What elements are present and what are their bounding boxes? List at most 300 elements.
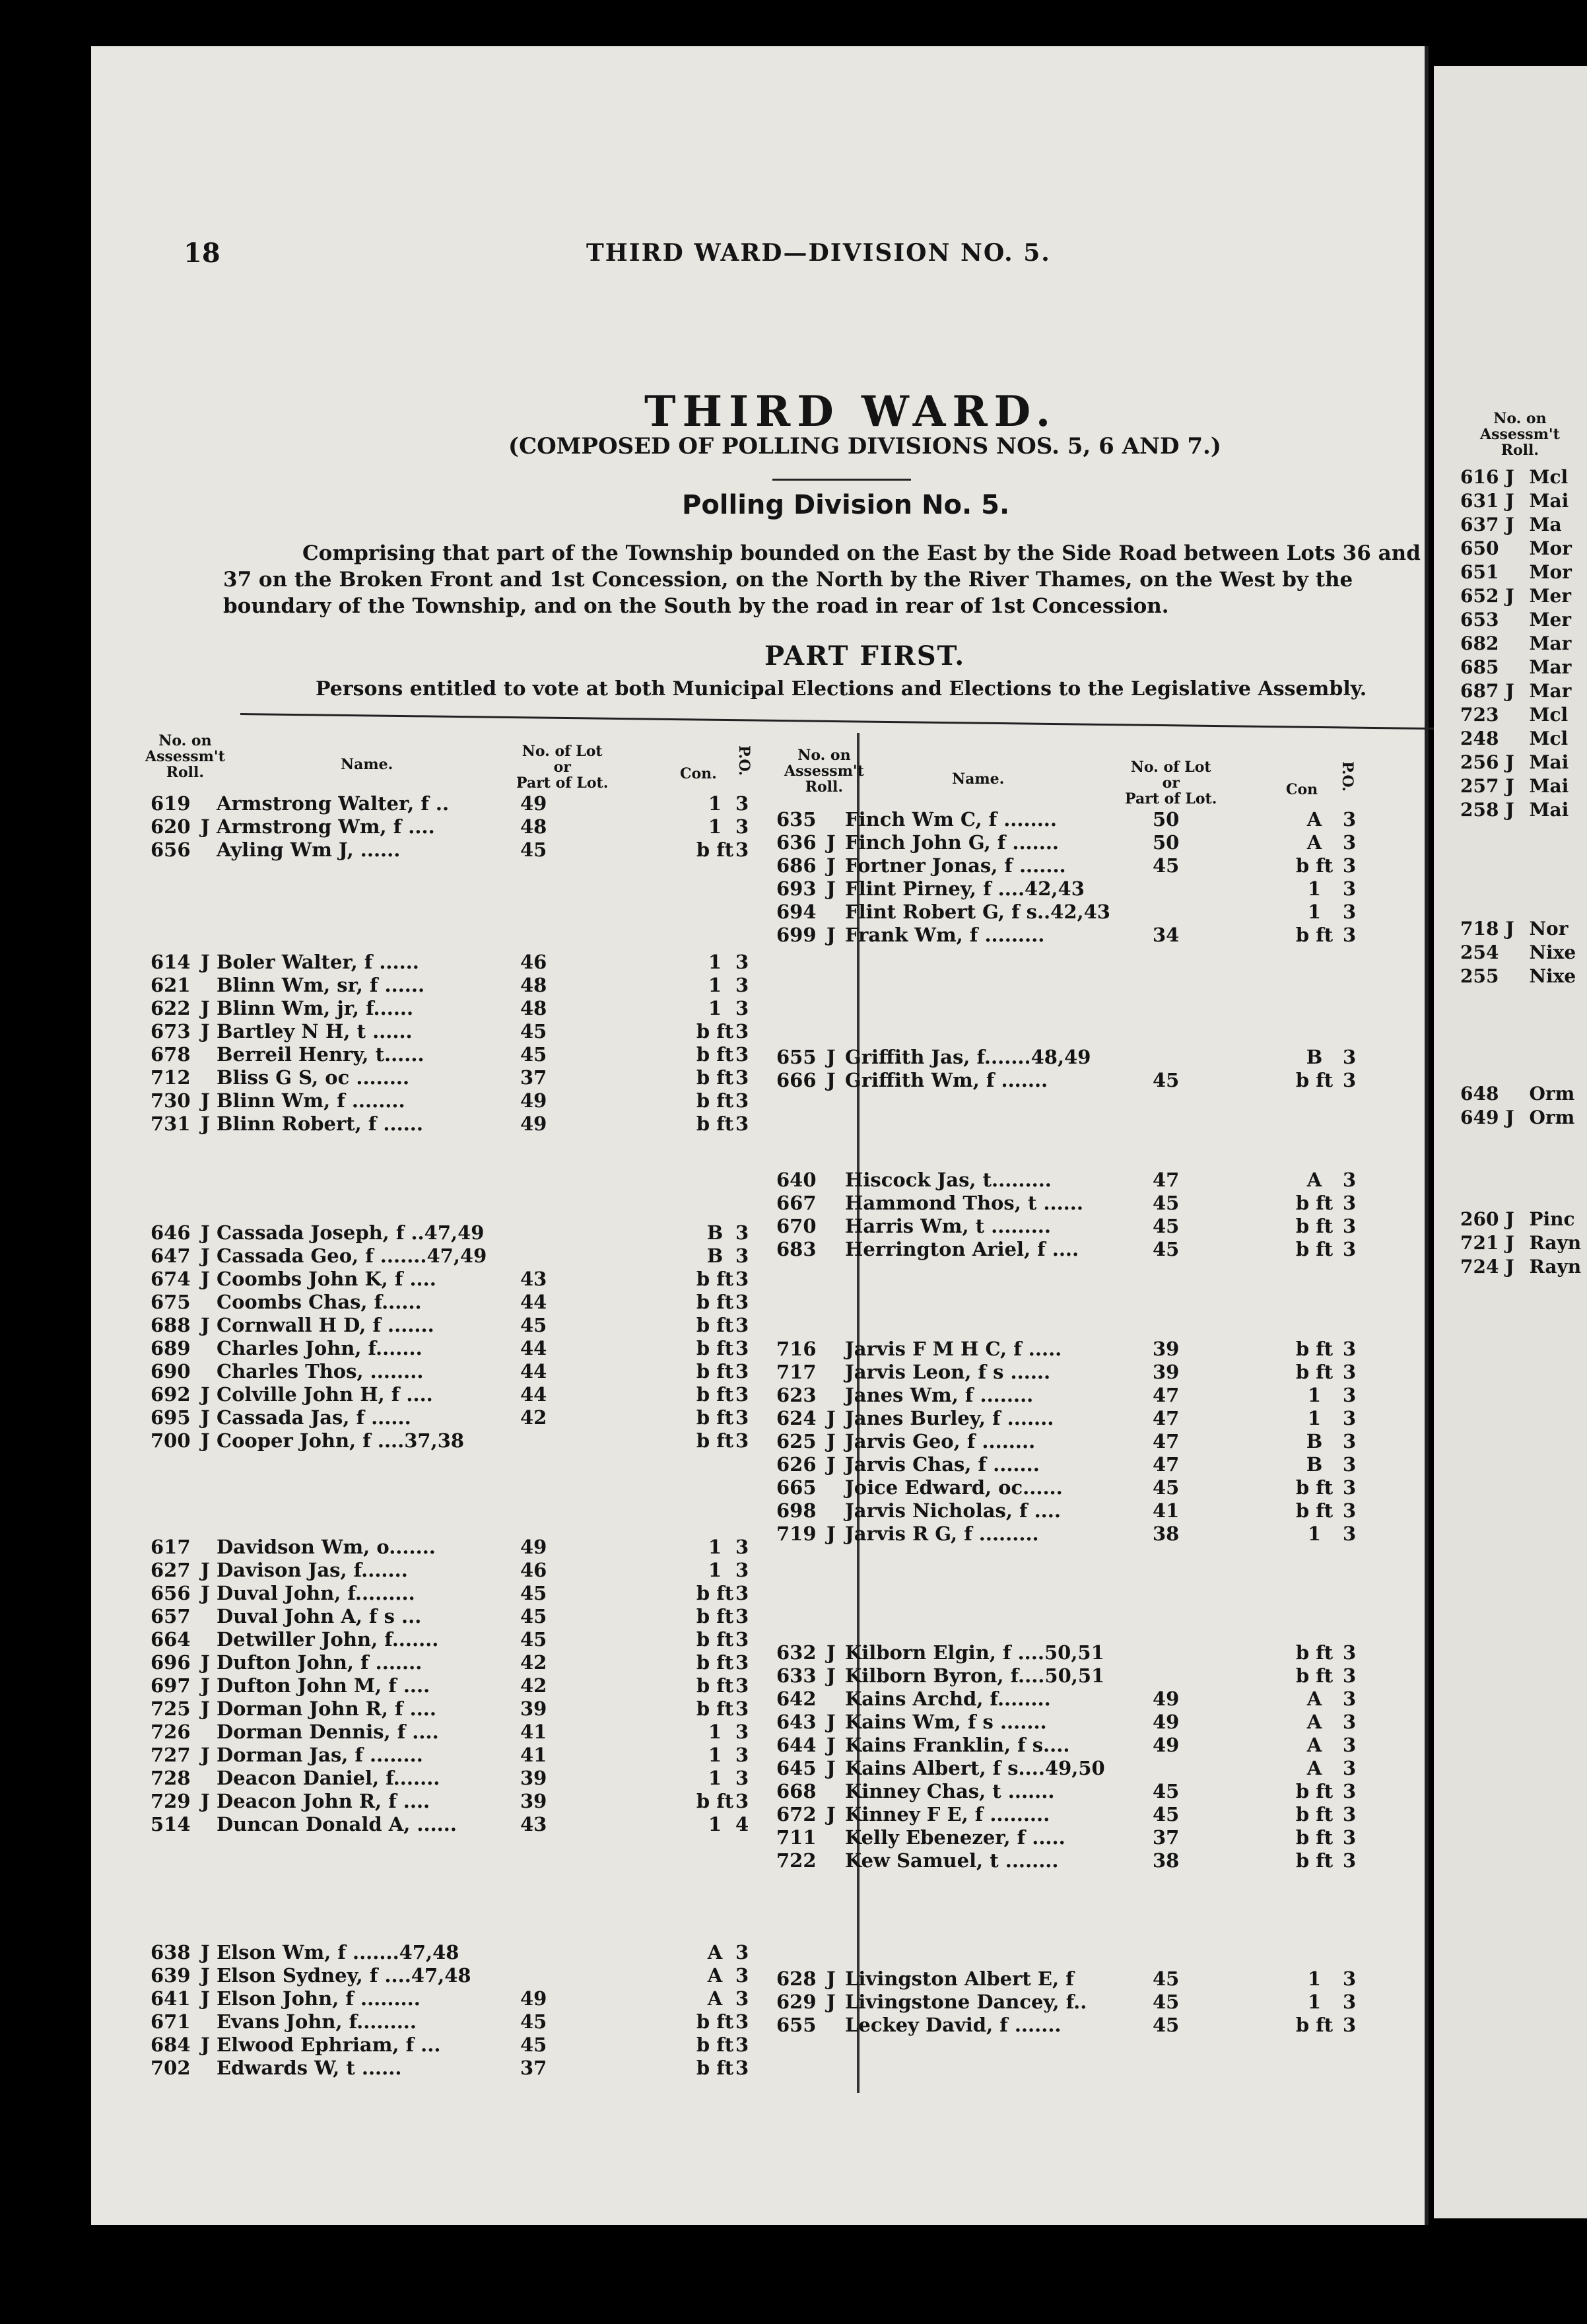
- roll-header-right: [784, 747, 864, 795]
- post-office: 3: [735, 1291, 749, 1313]
- voter-name: Bliss G S, oc ........: [217, 1066, 410, 1089]
- post-office: 3: [735, 1674, 749, 1697]
- concession: B: [1306, 1453, 1323, 1476]
- roll-number: 644: [776, 1734, 817, 1756]
- voter-row: [776, 854, 1370, 877]
- roll-number: 721: [1460, 1232, 1499, 1254]
- voter-name: Janes Burley, f .......: [845, 1407, 1054, 1429]
- voter-name: Rayn: [1529, 1232, 1582, 1254]
- header-line: Roll.: [1501, 442, 1539, 459]
- post-office: 3: [1343, 1803, 1357, 1826]
- title-rule: [772, 479, 911, 481]
- post-office: 3: [1343, 1453, 1357, 1476]
- roll-number: 640: [776, 1169, 817, 1191]
- adjacent-row: [1460, 1232, 1581, 1254]
- juror-mark: J: [201, 1020, 210, 1042]
- lot-number: 45: [1153, 1476, 1180, 1499]
- voter-row: [776, 1641, 1370, 1664]
- lot-number: 49: [520, 1987, 547, 2010]
- lot-number: 45: [520, 2034, 547, 2056]
- voter-row: [151, 1112, 749, 1135]
- voter-row: [151, 1605, 749, 1627]
- voter-row: [776, 1499, 1370, 1522]
- concession: A: [707, 1987, 723, 2010]
- juror-mark: J: [827, 1711, 836, 1733]
- voter-row: [776, 1780, 1370, 1802]
- concession: 1: [708, 1767, 722, 1789]
- roll-number: 656: [151, 838, 191, 861]
- voter-name: Charles John, f.......: [217, 1337, 422, 1359]
- voter-row: [151, 1813, 749, 1835]
- juror-mark: J: [1505, 466, 1514, 488]
- concession: 1: [1307, 1991, 1322, 2013]
- name-header-right: Name.: [952, 770, 1005, 788]
- voter-row: [776, 901, 1370, 923]
- concession: b ft: [1295, 1476, 1334, 1499]
- voter-name: Livingstone Dancey, f..: [845, 1991, 1087, 2013]
- juror-mark: J: [201, 1941, 210, 1964]
- lot-number: 46: [520, 951, 547, 973]
- adjacent-row: [1460, 1107, 1574, 1128]
- post-office: 3: [735, 1406, 749, 1429]
- voter-name: Mar: [1529, 632, 1572, 654]
- juror-mark: J: [201, 1314, 210, 1336]
- roll-number: 627: [151, 1559, 191, 1581]
- concession: 1: [708, 997, 722, 1019]
- roll-number: 690: [151, 1360, 191, 1383]
- post-office: 3: [735, 1651, 749, 1674]
- lot-number: 39: [520, 1697, 547, 1720]
- lot-number: 45: [1153, 1803, 1180, 1826]
- post-office: 3: [1343, 2014, 1357, 2036]
- concession: 1: [1307, 1384, 1322, 1406]
- roll-number: 637: [1460, 514, 1499, 535]
- post-office: 3: [735, 792, 749, 815]
- concession: 1: [1307, 877, 1322, 900]
- roll-number: 625: [776, 1430, 817, 1452]
- concession: A: [1306, 1734, 1322, 1756]
- roll-number: 624: [776, 1407, 817, 1429]
- concession: 1: [708, 951, 722, 973]
- adjacent-row: [1460, 490, 1569, 512]
- voter-name: Griffith Jas, f.......48,49: [845, 1046, 1091, 1068]
- juror-mark: J: [1505, 490, 1514, 512]
- post-office: 3: [735, 1964, 749, 1987]
- voter-name: Jarvis Geo, f ........: [845, 1430, 1036, 1452]
- voter-name: Mer: [1529, 609, 1572, 631]
- juror-mark: J: [827, 854, 836, 877]
- juror-mark: J: [827, 1046, 836, 1068]
- concession: b ft: [696, 1043, 734, 1066]
- header-line: Assessm't: [1480, 426, 1560, 443]
- voter-row: [776, 1991, 1370, 2013]
- voter-name: Mai: [1529, 490, 1569, 512]
- voter-name: Flint Robert G, f s..42,43: [845, 901, 1110, 923]
- voter-name: Coombs Chas, f......: [217, 1291, 422, 1313]
- roll-number: 687: [1460, 680, 1499, 702]
- juror-mark: J: [201, 1559, 210, 1581]
- voter-name: Kew Samuel, t ........: [845, 1849, 1059, 1872]
- voter-name: Kains Franklin, f s....: [845, 1734, 1070, 1756]
- voter-row: [151, 1721, 749, 1743]
- post-office: 3: [735, 1360, 749, 1383]
- voter-name: Mcl: [1529, 728, 1569, 749]
- roll-number: 655: [776, 2014, 817, 2036]
- post-office: 3: [735, 1221, 749, 1244]
- concession: b ft: [696, 1674, 734, 1697]
- con-header-right: Con: [1286, 781, 1318, 798]
- lot-number: 49: [520, 1089, 547, 1112]
- juror-mark: J: [827, 1991, 836, 2013]
- voter-name: Dufton John, f .......: [217, 1651, 422, 1674]
- lot-number: 47: [1153, 1384, 1180, 1406]
- voter-name: Leckey David, f .......: [845, 2014, 1062, 2036]
- voter-name: Jarvis Chas, f .......: [845, 1453, 1040, 1476]
- voter-row: [776, 1734, 1370, 1756]
- lot-number: 45: [1153, 1192, 1180, 1214]
- voter-name: Frank Wm, f .........: [845, 924, 1045, 946]
- adjacent-row: [1460, 514, 1562, 535]
- voter-row: [776, 1069, 1370, 1091]
- lot-number: 44: [520, 1360, 547, 1383]
- roll-number: 650: [1460, 537, 1499, 559]
- post-office: 3: [1343, 1476, 1357, 1499]
- header-line: No. on: [158, 732, 212, 749]
- concession: 1: [708, 815, 722, 838]
- voter-row: [776, 1688, 1370, 1710]
- roll-number: 255: [1460, 965, 1499, 987]
- post-office: 3: [735, 1314, 749, 1336]
- voter-row: [776, 1238, 1370, 1260]
- voter-row: [151, 951, 749, 973]
- voter-name: Griffith Wm, f .......: [845, 1069, 1048, 1091]
- voter-row: [151, 792, 749, 815]
- roll-number: 614: [151, 951, 191, 973]
- juror-mark: J: [201, 1268, 210, 1290]
- roll-number: 729: [151, 1790, 191, 1812]
- roll-number: 623: [776, 1384, 817, 1406]
- roll-number: 670: [776, 1215, 817, 1237]
- voter-row: [776, 1476, 1370, 1499]
- concession: b ft: [1295, 2014, 1334, 2036]
- concession: b ft: [696, 1582, 734, 1604]
- post-office: 3: [1343, 901, 1357, 923]
- lot-number: 37: [520, 1066, 547, 1089]
- roll-number: 712: [151, 1066, 191, 1089]
- roll-number: 671: [151, 2010, 191, 2033]
- juror-mark: J: [201, 1582, 210, 1604]
- post-office: 3: [735, 1697, 749, 1720]
- concession: b ft: [696, 1268, 734, 1290]
- voter-row: [776, 1967, 1370, 1990]
- lot-number: 45: [520, 1020, 547, 1042]
- roll-number: 628: [776, 1967, 817, 1990]
- concession: b ft: [1295, 1803, 1334, 1826]
- adjacent-row: [1460, 1256, 1581, 1278]
- voter-row: [151, 838, 749, 861]
- post-office: 3: [1343, 1734, 1357, 1756]
- adjacent-row: [1460, 466, 1568, 488]
- concession: b ft: [1295, 1238, 1334, 1260]
- concession: 1: [708, 792, 722, 815]
- voter-name: Pinc: [1529, 1208, 1575, 1230]
- voter-name: Blinn Wm, sr, f ......: [217, 974, 425, 996]
- voter-name: Blinn Wm, jr, f......: [217, 997, 414, 1019]
- juror-mark: J: [1505, 1107, 1514, 1128]
- post-office: 3: [735, 1383, 749, 1406]
- juror-mark: J: [201, 1383, 210, 1406]
- voter-row: [151, 1221, 749, 1244]
- lot-number: 45: [520, 1628, 547, 1651]
- lot-number: 46: [520, 1559, 547, 1581]
- voter-name: Dufton John M, f ....: [217, 1674, 430, 1697]
- concession: b ft: [1295, 1849, 1334, 1872]
- voter-row: [776, 1430, 1370, 1452]
- concession: b ft: [1295, 1215, 1334, 1237]
- roll-number: 256: [1460, 751, 1499, 773]
- voter-name: Armstrong Walter, f ..: [217, 792, 450, 815]
- roll-number: 686: [776, 854, 817, 877]
- voter-name: Jarvis Nicholas, f ....: [845, 1499, 1061, 1522]
- lot-number: 45: [1153, 1967, 1180, 1990]
- voter-name: Mcl: [1529, 466, 1569, 488]
- adjacent-row: [1460, 585, 1571, 607]
- roll-number: 632: [776, 1641, 817, 1664]
- lot-number: 45: [520, 1043, 547, 1066]
- concession: b ft: [696, 1406, 734, 1429]
- voter-name: Detwiller John, f.......: [217, 1628, 439, 1651]
- voter-name: Kinney Chas, t .......: [845, 1780, 1055, 1802]
- juror-mark: J: [1505, 585, 1514, 607]
- lot-number: 39: [520, 1767, 547, 1789]
- voter-name: Berreil Henry, t......: [217, 1043, 424, 1066]
- juror-mark: J: [201, 1651, 210, 1674]
- roll-number: 257: [1460, 775, 1499, 797]
- concession: b ft: [1295, 1780, 1334, 1802]
- roll-number: 620: [151, 815, 191, 838]
- roll-number: 693: [776, 877, 817, 900]
- concession: b ft: [696, 1314, 734, 1336]
- roll-number: 631: [1460, 490, 1499, 512]
- voter-row: [776, 1711, 1370, 1733]
- post-office: 3: [1343, 1192, 1357, 1214]
- lot-number: 37: [520, 2057, 547, 2079]
- lot-number: 49: [520, 1536, 547, 1558]
- lot-number: 39: [1153, 1361, 1180, 1383]
- concession: 1: [1307, 901, 1322, 923]
- con-header: Con.: [680, 765, 717, 782]
- voter-row: [151, 1744, 749, 1766]
- voter-name: Duncan Donald A, ......: [217, 1813, 457, 1835]
- voter-row: [151, 1674, 749, 1697]
- voter-row: [151, 1360, 749, 1383]
- post-office: 3: [735, 997, 749, 1019]
- post-office: 3: [1343, 1169, 1357, 1191]
- concession: 1: [708, 1536, 722, 1558]
- post-office: 3: [735, 1536, 749, 1558]
- concession: b ft: [1295, 1069, 1334, 1091]
- voter-name: Elson Wm, f .......47,48: [217, 1941, 459, 1964]
- roll-number: 719: [776, 1522, 817, 1545]
- roll-number: 695: [151, 1406, 191, 1429]
- lot-number: 45: [520, 1605, 547, 1627]
- voter-name: Charles Thos, ........: [217, 1360, 424, 1383]
- lot-number: 42: [520, 1674, 547, 1697]
- roll-number: 626: [776, 1453, 817, 1476]
- voter-name: Rayn: [1529, 1256, 1582, 1278]
- voter-name: Nor: [1529, 918, 1569, 940]
- lot-number: 45: [1153, 1991, 1180, 2013]
- post-office: 3: [1343, 1780, 1357, 1802]
- juror-mark: J: [827, 1757, 836, 1779]
- voter-row: [151, 974, 749, 996]
- concession: b ft: [696, 1790, 734, 1812]
- juror-mark: J: [201, 2034, 210, 2056]
- adjacent-row: [1460, 537, 1572, 559]
- adjacent-page: [1434, 66, 1587, 2218]
- lot-number: 44: [520, 1291, 547, 1313]
- roll-number: 639: [151, 1964, 191, 1987]
- voter-name: Kelly Ebenezer, f .....: [845, 1826, 1065, 1849]
- lot-header-right: [1125, 759, 1217, 807]
- lot-number: 49: [1153, 1734, 1180, 1756]
- concession: b ft: [696, 1337, 734, 1359]
- lot-number: 47: [1153, 1430, 1180, 1452]
- post-office: 3: [1343, 1757, 1357, 1779]
- voter-name: Deacon John R, f ....: [217, 1790, 430, 1812]
- post-office: 3: [735, 1721, 749, 1743]
- adjacent-row: [1460, 632, 1571, 654]
- voter-name: Duval John, f.........: [217, 1582, 415, 1604]
- juror-mark: J: [201, 997, 210, 1019]
- lot-number: 49: [1153, 1711, 1180, 1733]
- post-office: 3: [735, 1429, 749, 1452]
- voter-row: [151, 1628, 749, 1651]
- concession: 1: [708, 1813, 722, 1835]
- post-office: 3: [1343, 1641, 1357, 1664]
- concession: B: [1306, 1046, 1323, 1068]
- post-office: 3: [1343, 1046, 1357, 1068]
- adjacent-row: [1460, 918, 1568, 940]
- voter-row: [151, 1089, 749, 1112]
- lot-number: 50: [1153, 831, 1180, 854]
- juror-mark: J: [827, 1407, 836, 1429]
- concession: b ft: [1295, 1664, 1334, 1687]
- roll-number: 629: [776, 1991, 817, 2013]
- voter-name: Nixe: [1529, 965, 1576, 987]
- lot-number: 47: [1153, 1453, 1180, 1476]
- voter-name: Kilborn Byron, f....50,51: [845, 1664, 1105, 1687]
- roll-number: 651: [1460, 561, 1499, 583]
- header-line: Roll.: [166, 764, 205, 781]
- post-office: 3: [1343, 877, 1357, 900]
- roll-number: 648: [1460, 1083, 1499, 1105]
- voter-name: Deacon Daniel, f.......: [217, 1767, 440, 1789]
- lot-number: 49: [520, 792, 547, 815]
- header-line: Part of Lot.: [516, 774, 609, 792]
- post-office: 3: [735, 974, 749, 996]
- voter-row: [776, 1361, 1370, 1383]
- juror-mark: J: [201, 1674, 210, 1697]
- post-office: 3: [1343, 1849, 1357, 1872]
- voter-name: Cooper John, f ....37,38: [217, 1429, 465, 1452]
- concession: A: [1306, 1688, 1322, 1710]
- post-office: 3: [735, 1112, 749, 1135]
- description-line: Comprising that part of the Township bounded on the East by the Side Road between Lots 36 and: [302, 541, 1421, 565]
- juror-mark: J: [1505, 751, 1514, 773]
- voter-row: [151, 1429, 749, 1452]
- voter-row: [151, 1651, 749, 1674]
- post-office: 3: [735, 1767, 749, 1789]
- voter-row: [151, 1559, 749, 1581]
- header-line: No. on: [797, 747, 851, 764]
- roll-number: 514: [151, 1813, 191, 1835]
- roll-number: 702: [151, 2057, 191, 2079]
- roll-number: 622: [151, 997, 191, 1019]
- voter-row: [151, 1066, 749, 1089]
- voter-row: [151, 1964, 749, 1987]
- roll-number: 716: [776, 1338, 817, 1360]
- juror-mark: J: [1505, 775, 1514, 797]
- roll-number: 717: [776, 1361, 817, 1383]
- voter-row: [151, 1268, 749, 1290]
- roll-header: [145, 733, 225, 780]
- adjacent-row: [1460, 656, 1571, 678]
- voter-row: [151, 2010, 749, 2033]
- voter-row: [776, 1384, 1370, 1406]
- roll-number: 726: [151, 1721, 191, 1743]
- voter-name: Elwood Ephriam, f ...: [217, 2034, 441, 2056]
- voter-name: Davidson Wm, o.......: [217, 1536, 436, 1558]
- post-office: 3: [1343, 924, 1357, 946]
- concession: A: [1306, 808, 1322, 831]
- adjacent-row: [1460, 941, 1576, 963]
- adjacent-row: [1460, 728, 1568, 749]
- header-line: Part of Lot.: [1125, 790, 1217, 807]
- voter-name: Mai: [1529, 799, 1569, 821]
- post-office: 3: [1343, 1967, 1357, 1990]
- voter-row: [776, 1215, 1370, 1237]
- lot-number: 45: [1153, 1238, 1180, 1260]
- adjacent-row: [1460, 751, 1569, 773]
- voter-row: [151, 815, 749, 838]
- roll-number: 673: [151, 1020, 191, 1042]
- concession: b ft: [696, 2034, 734, 2056]
- juror-mark: J: [827, 831, 836, 854]
- part-heading: PART FIRST.: [764, 640, 966, 671]
- voter-name: Evans John, f.........: [217, 2010, 417, 2033]
- post-office: 3: [1343, 1688, 1357, 1710]
- lot-number: 39: [520, 1790, 547, 1812]
- voter-name: Mor: [1529, 537, 1572, 559]
- roll-number: 616: [1460, 466, 1499, 488]
- concession: 1: [1307, 1522, 1322, 1545]
- roll-number: 653: [1460, 609, 1499, 631]
- header-line: No. of Lot: [1130, 759, 1211, 776]
- po-header: P.O.: [735, 745, 753, 776]
- post-office: 3: [1343, 1215, 1357, 1237]
- voter-name: Fortner Jonas, f .......: [845, 854, 1066, 877]
- roll-number: 718: [1460, 918, 1499, 940]
- roll-number: 619: [151, 792, 191, 815]
- concession: A: [707, 1964, 723, 1987]
- concession: A: [1306, 1711, 1322, 1733]
- roll-number: 633: [776, 1664, 817, 1687]
- concession: 1: [708, 974, 722, 996]
- voter-name: Cassada Joseph, f ..47,49: [217, 1221, 485, 1244]
- voter-name: Orm: [1529, 1107, 1575, 1128]
- lot-number: 49: [520, 1112, 547, 1135]
